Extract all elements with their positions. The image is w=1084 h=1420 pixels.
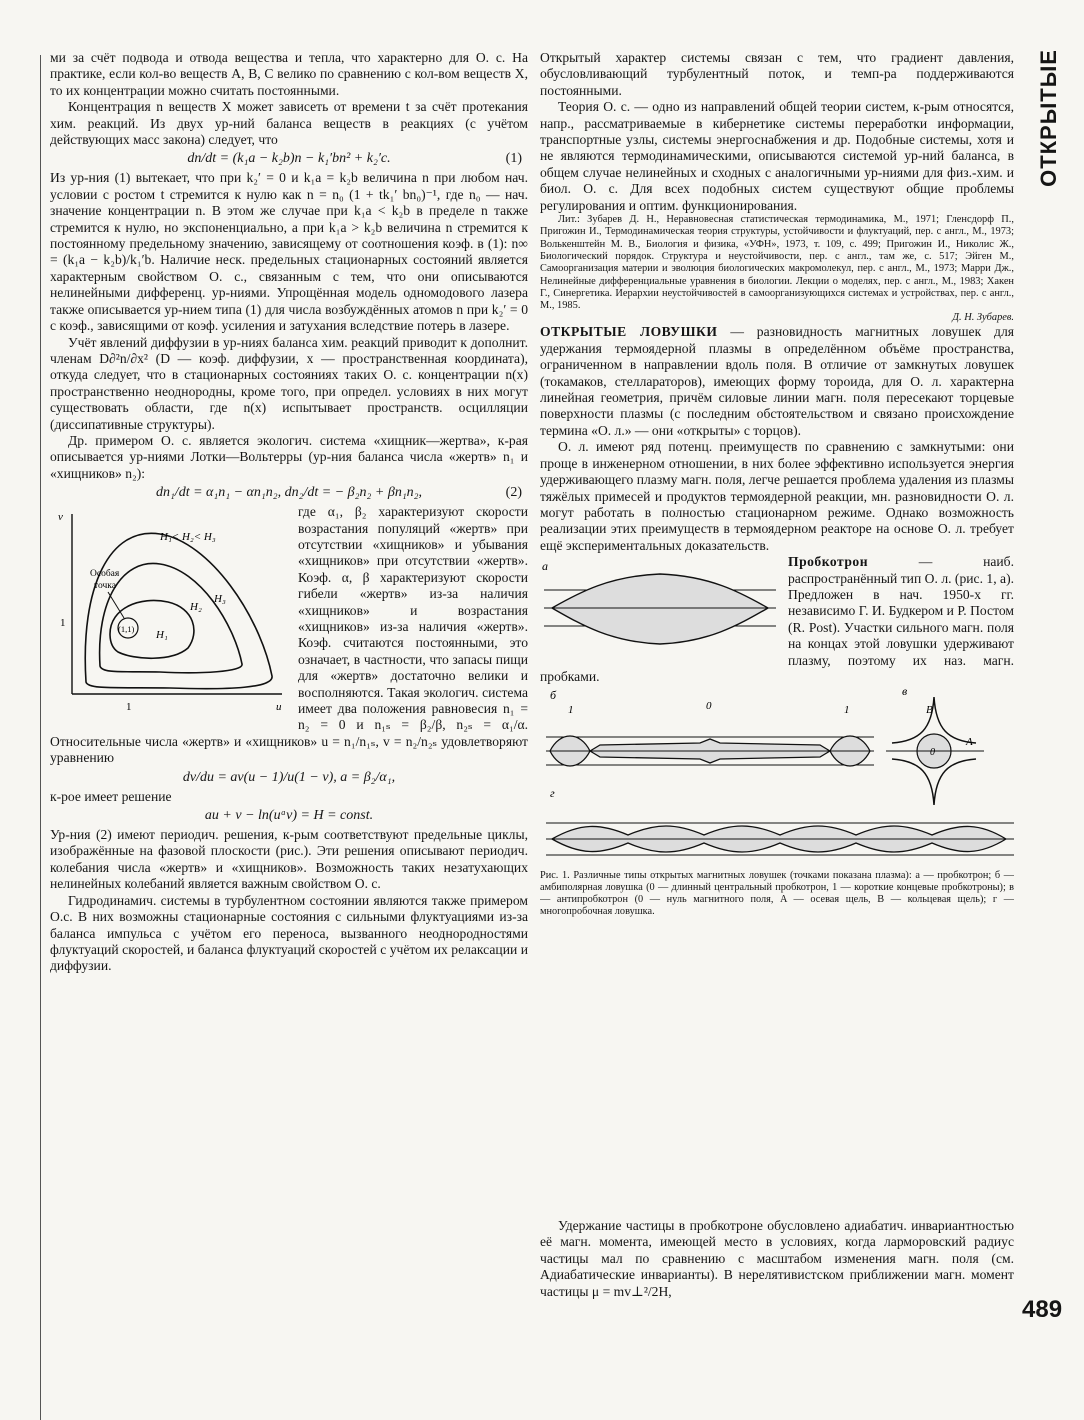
point-label: (1,1) bbox=[118, 624, 135, 635]
equation-1: dn/dt = (k₁a − k₂b)n − k₁′bn² + k₂′c. (1) bbox=[50, 148, 528, 170]
right-column-bottom bbox=[540, 1218, 1014, 1368]
tick-v: 1 bbox=[60, 617, 66, 630]
paragraph: Пробкотрон — наиб. распространённый тип О. л. (рис. 1, а). Предложен в нач. 1950-х гг. независимо Г. И. Будкером и Р. Постом (R. Post). Участки сильного магн. поля на концах этой ловушки удерживают плазму, поэтому их наз. магн. пробками. bbox=[540, 554, 1014, 684]
figure-caption: Рис. 1. Различные типы открытых магнитных ловушек (точками показана плазма): а — пробкотрон; б — амбиполярная ловушка (0 — длинный центральный пробкотрон, 1 — короткие концевые пробкотроны); в — антипробкотрон (0 — нуль магнитного поля, A — осевая щель, B — кольцевая щель); г — многопробочная ловушка. bbox=[540, 870, 1014, 918]
equation-number: (1) bbox=[505, 151, 522, 167]
page-number: 489 bbox=[1022, 1296, 1063, 1323]
equation-number: (2) bbox=[505, 485, 522, 501]
label-h1: H₁ bbox=[156, 629, 168, 642]
cycle-h3 bbox=[85, 533, 272, 688]
plasma-body bbox=[552, 574, 768, 644]
paragraph: Др. примером О. с. является экологич. система «хищник—жертва», к-рая описывается ур-ниями Лотки—Вольтерры (ур-ния баланса числа «жертв» n₁ и «хищников» n₂): bbox=[50, 432, 528, 481]
phase-plane-figure bbox=[50, 506, 290, 716]
equation-2: dn₁/dt = α₁n₁ − αn₁n₂, dn₂/dt = − β₂n₂ + βn₁n₂, (2) bbox=[50, 482, 528, 504]
paragraph: где α₁, β₂ характеризуют скорости возрастания популяций «жертв» при отсутствии «хищников» и убывания «хищников» при отсутствии «жертв». Коэф. α, β характеризуют скорости гибели «жертв» из-за наличия «хищников» и возрастания «хищников» из-за наличия «жертв». Коэф. считаются постоянными, это означает, в частности, что запасы пищи для «жертв» достаточно велики и восполняются. Такая экологич. система имеет два положения равновесия n₁ = n₂ = 0 и n₁ₛ = β₂/β, n₂ₛ = α₁/α. Относительные числа «жертв» и «хищников» u = n₁/n₁ₛ, v = n₂/n₂ₛ удовлетворяют уравнению bbox=[50, 504, 528, 766]
label-cusp-0: 0 bbox=[930, 747, 935, 759]
panel-label-b: б bbox=[550, 688, 557, 703]
term-probkotron: Пробкотрон bbox=[788, 554, 869, 570]
point-caption-2: точка bbox=[94, 581, 116, 592]
section-title: ОТКРЫТЫЕ bbox=[1036, 49, 1061, 187]
label-1-right: 1 bbox=[844, 704, 850, 717]
label-h3: H₃ bbox=[214, 593, 226, 606]
point-caption-1: Особая bbox=[90, 569, 120, 580]
article-paragraph: ОТКРЫТЫЕ ЛОВУШКИ — разновидность магнитных ловушек для удержания термоядерной плазмы в определённом объёме пространства, ограниченном в направлении вдоль поля. В отличие от замкнутых ловушек (токамаков, стеллараторов), имеющих форму тороида, для О. л. характерна линейная геометрия, причём силовые линии магн. поля пересекают торцевые поверхности плазмы (с последним обстоятельством и связано происхождение термина «О. л.» — они «открыты» с торцов). bbox=[540, 324, 1014, 438]
paragraph: Теория О. с. — одно из направлений общей теории систем, к-рым относятся, напр., рассматриваемые в кибернетике системы переработки информации, транспортные узлы, системы энергоснабжения и др. Подобные системы, хотя и не являются термодинамическими, описываются системой ур-ний баланса, в общем случае нелинейных и сходных с аналогичными ур-ниями для физ.-хим. и биол. О. с. Для всех подобных систем существуют общие проблемы регулирования и оптим. функционирования. bbox=[540, 99, 1014, 213]
label-1-left: 1 bbox=[568, 704, 574, 717]
pointer-line bbox=[108, 592, 124, 618]
running-head bbox=[1026, 48, 1072, 188]
paragraph: Учёт явлений диффузии в ур-ниях баланса хим. реакций приводит к дополнит. членам D∂²n/∂x² (D — коэф. диффузии, x — пространственная координата), откуда следует, что в стационарных состояниях таких О. с. концентрации n(x) пространственно неоднородны, кроме того, при определ. условиях в них могут существовать области, где n(x) испытывает пространств. осцилляции (диссипативные структуры). bbox=[50, 334, 528, 432]
paragraph: О. л. имеют ряд потенц. преимуществ по сравнению с замкнутыми: они проще в инженерном отношении, в них более эффективно используется энергия удерживающего плазму магн. поля, легче решается проблема удаления из плазмы тяжёлых примесей и продуктов термоядерной реакции, мн. разновидности О. л. могут работать в полностью стационарном режиме. Однако возможность реализации этих преимуществ в термоядерном реакторе на основе О. л. требует ещё экспериментальных доказательств. bbox=[540, 439, 1014, 553]
label-0: 0 bbox=[706, 700, 712, 713]
margin-rule bbox=[40, 55, 41, 1420]
figure-1bvg bbox=[540, 685, 1014, 865]
article-term: ОТКРЫТЫЕ ЛОВУШКИ bbox=[540, 324, 718, 340]
label-h2: H₂ bbox=[190, 601, 202, 614]
paragraph: Ур-ния (2) имеют периодич. решения, к-рым соответствуют предельные циклы, изображённые на фазовой плоскости (рис.). Эти решения описывают периодич. колебания числа «жертв» и «хищников». Возможность таких незатухающих нелинейных колебаний является важным свойством О. с. bbox=[50, 827, 528, 892]
panel-label-g: г bbox=[550, 786, 555, 801]
panel-label-a: а bbox=[542, 559, 548, 574]
equation-3: dv/du = av(u − 1)/u(1 − v), a = β₂/α₁, bbox=[182, 769, 396, 785]
axis-label-u: u bbox=[276, 701, 282, 714]
axis-label-v: v bbox=[58, 511, 63, 524]
paragraph: Открытый характер системы связан с тем, что градиент давления, обусловливающий турбулентный поток, и темп-ра поддерживаются постоянными. bbox=[540, 50, 1014, 98]
paragraph: Гидродинамич. системы в турбулентном состоянии являются также примером О.с. В них возможны стационарные состояния с сильными флуктуациями из-за баланса импульса с учётом его переноса, вызванного неоднородностями флуктуаций скоростей, и баланса флуктуаций скоростей с учётом их релаксации и диффузии. bbox=[50, 892, 528, 974]
panel-label-v: в bbox=[902, 685, 908, 699]
paragraph: Удержание частицы в пробкотроне обусловлено адиабатич. инвариантностью её магн. момента, имеющей место в условиях, когда ларморовский радиус частицы мал по сравнению с масштабом изменения магн. поля (см. Адиабатические инварианты). В нерелятивистском приближении магн. момент частицы μ = mv⊥²/2H, bbox=[540, 1218, 1014, 1299]
left-column bbox=[50, 50, 528, 1365]
author-signature: Д. Н. Зубарев. bbox=[952, 312, 1014, 324]
label-B: B bbox=[926, 704, 933, 717]
tick-u: 1 bbox=[126, 701, 132, 714]
references: Лит.: Зубарев Д. Н., Неравновесная статистическая термодинамика, М., 1971; Гленсдорф П., Пригожин И., Термодинамическая теория структуры, устойчивости и флуктуаций, пер. с англ., М., 1973; Волькенштейн М. В., Биология и физика, «УФН», 1973, т. 109, с. 499; Пригожин И., Николис Ж., Биологический порядок. Структура и неустойчивости, пер. с англ., там же, с. 517; Эйген М., Самоорганизация материи и эволюция биологических макромолекул, пер. с англ., М., 1973; Марри Дж., Нелинейные дифференциальные уравнения в биологии. Лекции о моделях, пер. с англ., М., 1983; Хакен Г., Синергетика. Иерархии неустойчивостей в самоорганизующихся системах и устройствах, пер. с англ., М., 1985. bbox=[540, 214, 1014, 312]
right-column bbox=[540, 50, 1014, 1325]
paragraph: Концентрация n веществ X может зависеть от времени t за счёт протекания хим. реакций. Из двух ур-ний баланса веществ в реакциях (с учётом действующих масс закона) следует, что bbox=[50, 99, 528, 148]
label-A: A bbox=[966, 736, 973, 749]
paragraph: к-рое имеет решение bbox=[50, 788, 172, 804]
paragraph: ми за счёт подвода и отвода вещества и тепла, что характерно для О. с. На практике, если кол-во веществ A, B, C велико по сравнению с кол-вом веществ X, то их концентрации можно считать постоянными. bbox=[50, 50, 528, 98]
paragraph: Из ур-ния (1) вытекает, что при k₂′ = 0 и k₁a = k₂b величина n при любом нач. условии с ростом t стремится к нулю как n = n₀ (1 + tk₁′ bn₀)⁻¹, где n₀ — нач. значение концентрации n. В этом же случае при k₁a < k₂b в пределе n также стремится к нулю, но экспоненциально, а при k₁a > k₂b величина n стремится к постоянному предельному значению, зависящему от соотношения коэф. в (1): n∞ = (k₁a − k₂b)/k₁′b. Наличие неск. предельных стационарных состояний является характерным свойством О. с., связанным с тем, что они описываются нелинейными дифференц. ур-ниями. Упрощённая модель одномодового лазера также описывается ур-нием типа (1) для числа возбуждённых атомов n при k₂′ = 0 с коэф., зависящими от коэф. усиления и затухания вследствие потерь в лазере. bbox=[50, 170, 528, 334]
equation-4: au + v − ln(uᵃv) = H = const. bbox=[204, 808, 374, 824]
legend-text: H₁< H₂< H₃ bbox=[160, 531, 216, 544]
figure-1a bbox=[540, 556, 780, 661]
